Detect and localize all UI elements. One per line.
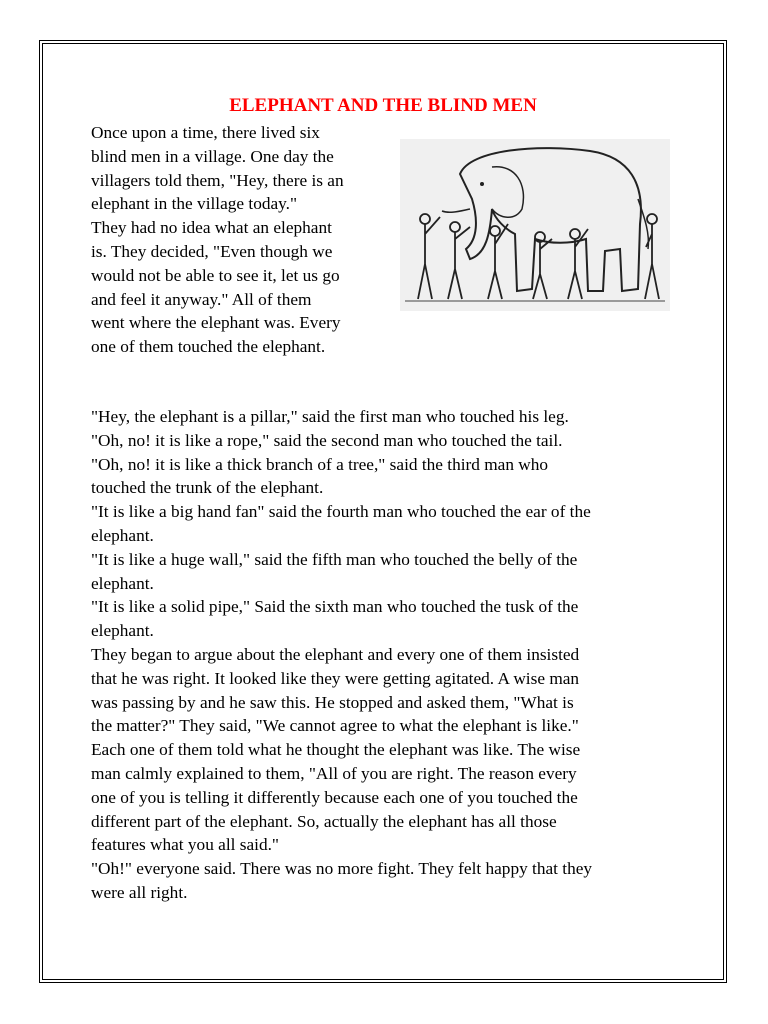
story-line: elephant. xyxy=(91,573,154,593)
story-line: that he was right. It looked like they were getting agitated. A wise man xyxy=(91,668,580,688)
intro-paragraph xyxy=(91,121,344,359)
intro-line: and feel it anyway." All of them xyxy=(91,289,312,309)
story-line: "Oh, no! it is like a thick branch of a tree," said the third man who xyxy=(91,454,549,474)
story-line: elephant. xyxy=(91,621,154,641)
elephant-blind-men-illustration xyxy=(400,139,670,311)
story-line: were all right. xyxy=(91,882,188,902)
intro-line: is. They decided, "Even though we xyxy=(91,241,333,261)
intro-line: They had no idea what an elephant xyxy=(91,218,332,238)
story-line: "Oh!" everyone said. There was no more fight. They felt happy that they xyxy=(91,859,593,879)
story-line: touched the trunk of the elephant. xyxy=(91,478,324,498)
story-line: man calmly explained to them, "All of you are right. The reason every xyxy=(91,763,577,783)
intro-line: elephant in the village today." xyxy=(91,194,298,214)
intro-line: Once upon a time, there lived six xyxy=(91,123,320,142)
intro-line: one of them touched the elephant. xyxy=(91,337,326,357)
story-line: "It is like a solid pipe," Said the sixth man who touched the tusk of the xyxy=(91,597,579,617)
story-paragraph xyxy=(91,405,592,905)
intro-line: villagers told them, "Hey, there is an xyxy=(91,170,344,190)
story-line: "It is like a huge wall," said the fifth man who touched the belly of the xyxy=(91,549,578,569)
story-line: the matter?" They said, "We cannot agree to what the elephant is like." xyxy=(91,716,579,736)
story-line: "Hey, the elephant is a pillar," said the first man who touched his leg. xyxy=(91,407,569,426)
story-line: one of you is telling it differently because each one of you touched the xyxy=(91,787,578,807)
intro-line: blind men in a village. One day the xyxy=(91,146,334,166)
story-line: They began to argue about the elephant and every one of them insisted xyxy=(91,644,580,664)
story-line: elephant. xyxy=(91,525,154,545)
intro-line: went where the elephant was. Every xyxy=(91,313,341,333)
story-title: ELEPHANT AND THE BLIND MEN xyxy=(229,95,537,116)
story-line: "It is like a big hand fan" said the fourth man who touched the ear of the xyxy=(91,502,591,522)
intro-line: would not be able to see it, let us go xyxy=(91,265,340,285)
story-line: different part of the elephant. So, actually the elephant has all those xyxy=(91,811,557,831)
story-line: Each one of them told what he thought the elephant was like. The wise xyxy=(91,740,581,760)
story-line: features what you all said." xyxy=(91,835,279,855)
story-line: "Oh, no! it is like a rope," said the second man who touched the tail. xyxy=(91,430,563,450)
story-line: was passing by and he saw this. He stopped and asked them, "What is xyxy=(91,692,574,712)
